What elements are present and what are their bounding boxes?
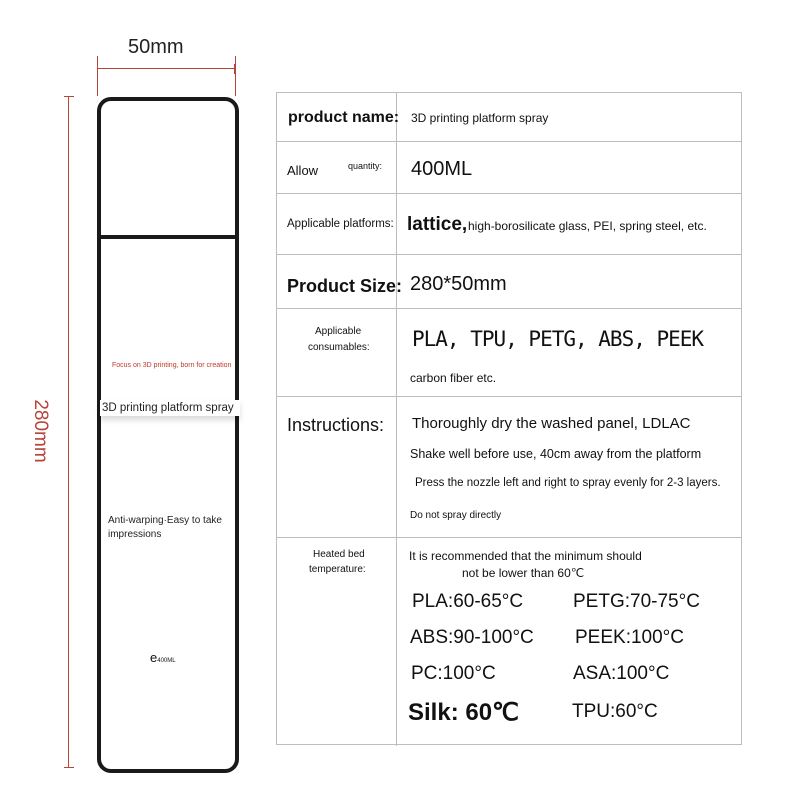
width-extension-line-right <box>235 56 236 96</box>
row-label-cell <box>277 142 397 193</box>
bottle-tagline: Focus on 3D printing, born for creation <box>112 362 232 369</box>
bottle-cap-divider <box>97 235 239 239</box>
spray-bottle-outline <box>97 97 239 773</box>
bottle-volume-mark <box>150 650 176 665</box>
table-row-instructions <box>277 397 741 538</box>
volume-text: 400ML <box>157 658 176 664</box>
consumables-value-line1: PLA, TPU, PETG, ABS, PEEK <box>412 327 704 351</box>
row-label-cell <box>277 397 397 537</box>
instructions-line2: Shake well before use, 40cm away from the platform <box>410 447 702 461</box>
size-label: Product Size: <box>287 276 403 296</box>
temp-silk: Silk: 60℃ <box>408 699 519 726</box>
row-label-cell <box>277 309 397 396</box>
width-dimension-line <box>97 68 235 69</box>
instructions-line1: Thoroughly dry the washed panel, LDLAC <box>412 415 691 432</box>
height-dimension-line <box>68 96 69 768</box>
spec-table <box>276 92 742 745</box>
platforms-value-main: lattice, <box>407 214 468 235</box>
height-dimension-label: 280mm <box>30 399 51 463</box>
temp-tpu: TPU:60°C <box>572 701 658 722</box>
consumables-label-line1: Applicable <box>315 326 362 337</box>
row-value-cell <box>397 255 741 308</box>
platforms-value-rest: high-borosilicate glass, PEI, spring steel, etc. <box>468 219 707 233</box>
row-label-cell <box>277 194 397 254</box>
temp-pla: PLA:60-65°C <box>412 591 524 612</box>
quantity-label-b: quantity: <box>348 161 383 171</box>
table-row-product-name <box>277 93 741 142</box>
quantity-label-a: Allow <box>287 163 319 178</box>
temp-abs: ABS:90-100°C <box>410 627 534 648</box>
temp-pc: PC:100°C <box>411 663 496 684</box>
consumables-label-line2: consumables: <box>308 342 370 353</box>
quantity-value: 400ML <box>411 158 473 180</box>
table-row-heated-bed <box>277 538 741 746</box>
table-row-consumables <box>277 309 741 397</box>
bed-temp-note-line2: not be lower than 60℃ <box>462 566 585 580</box>
table-row-quantity <box>277 142 741 194</box>
temp-peek: PEEK:100°C <box>575 627 684 648</box>
bed-temp-label-line2: temperature: <box>309 564 366 575</box>
consumables-value-line2: carbon fiber etc. <box>410 371 497 385</box>
row-value-cell <box>397 194 741 254</box>
row-value-cell <box>397 93 741 141</box>
volume-e-logo: e <box>150 650 158 665</box>
row-value-cell <box>397 397 741 537</box>
row-value-cell <box>397 538 741 746</box>
width-extension-line-left <box>97 56 98 96</box>
temp-petg: PETG:70-75°C <box>573 591 700 612</box>
width-dimension-label: 50mm <box>128 36 184 58</box>
row-value-cell <box>397 142 741 193</box>
product-name-value: 3D printing platform spray <box>411 111 549 125</box>
temp-asa: ASA:100°C <box>573 663 670 684</box>
platforms-label: Applicable platforms: <box>287 218 394 230</box>
bed-temp-label-line1: Heated bed <box>313 549 365 560</box>
row-value-cell <box>397 309 741 396</box>
row-label-cell <box>277 255 403 308</box>
table-row-size <box>277 255 741 309</box>
size-value: 280*50mm <box>410 273 507 295</box>
table-row-platforms <box>277 194 741 255</box>
instructions-line3: Press the nozzle left and right to spray evenly for 2-3 layers. <box>415 477 721 489</box>
instructions-line4: Do not spray directly <box>410 510 502 521</box>
instructions-label: Instructions: <box>287 415 385 435</box>
bed-temp-note-line1: It is recommended that the minimum should <box>409 549 642 563</box>
bottle-product-name: 3D printing platform spray <box>100 400 240 416</box>
bottle-feature-text: Anti-warping·Easy to take impressions <box>108 515 222 540</box>
row-label-cell <box>277 538 397 746</box>
product-name-label: product name: <box>288 109 400 126</box>
row-label-cell <box>277 93 400 141</box>
